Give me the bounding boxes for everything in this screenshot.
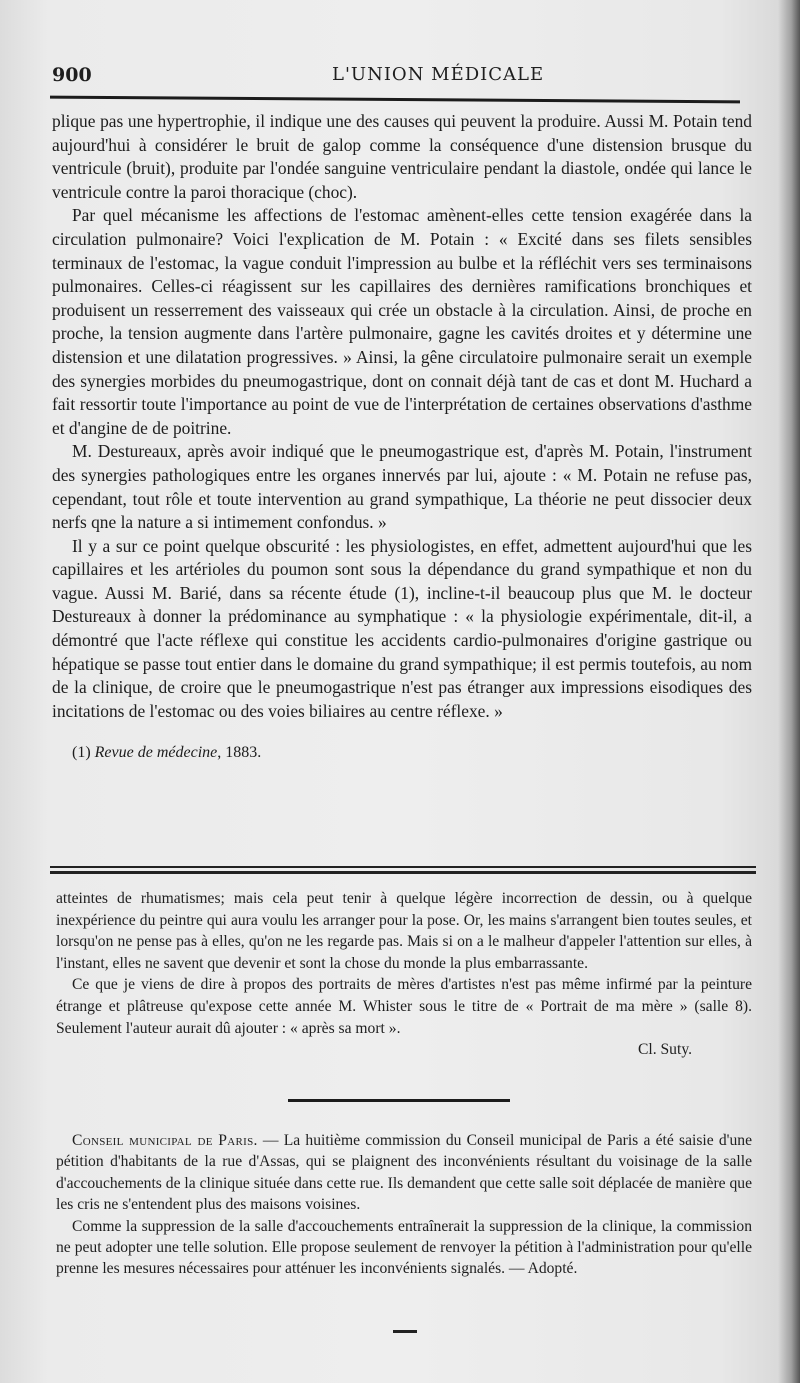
main-paragraph-4: Il y a sur ce point quelque obscurité : les physiologistes, en effet, admettent aujourd'hui que les capillaires et les artérioles du poumon sont sous la dépendance du grand sympathique et non du vague. Aussi M. Barié, dans sa récente étude (1), incline-t-il beaucoup plus que M. le docteur Destureaux à donner la prédominance au symphatique : « la physiologie expérimentale, dit-il, a démontré que l'acte réflexe qui constitue les accidents cardio-pulmonaires d'origine gastrique ou hépatique se passe tout entier dans le domaine du grand sympathique; il est permis toutefois, au nom de la clinique, de croire que le pneumogastrique n'est pas étranger aux impressions eisodiques des incitations de l'estomac ou des voies biliaires au centre réflexe. » [52,535,752,721]
author-signature: Cl. Suty. [637,1041,692,1059]
feuilleton-paragraph-1: atteintes de rhumatismes; mais cela peut tenir à quelque légère incorrection de dessin, ou à quelque inexpérience du peintre qui aura voulu les arranger pour la pose. Or, les mains s'arrangent bien toutes seules, et lorsqu'on ne pense pas à elles, qu'on ne les regarde pas. Mais si on a le malheur d'appeler l'attention sur elles, à l'instant, elles ne savent que devenir et sont la chose du monde la plus embarrassante. [56,890,752,972]
page-header [52,60,752,90]
footnote-year: , 1883. [217,744,262,762]
section-divider-bottom [50,871,756,874]
header-rule [50,96,740,104]
footnote-marker: (1) [72,744,91,762]
news-lead: Conseil municipal de Paris. [72,1132,258,1149]
news-item [56,1130,752,1280]
section-divider-top [50,866,756,868]
news-paragraph-2: Comme la suppression de la salle d'accouchements entraînerait la suppression de la clinique, la commission ne peut adopter une telle solution. Elle propose seulement de renvoyer la pétition à l'administration pour qu'elle prenne les mesures nécessaires pour atténuer les inconvénients signalés. — Adopté. [56,1217,752,1278]
main-paragraph-2: Par quel mécanisme les affections de l'estomac amènent-elles cette tension exagérée dans la circulation pulmonaire? Voici l'explication de M. Potain : « Excité dans ses filets sensibles terminaux de l'estomac, la vague conduit l'impression au bulbe et la réfléchit vers ses terminaisons pulmonaires. Celles-ci réagissent sur les capillaires des dernières ramifications bronchiques et produisent un resserrement des vaisseaux qui crée un obstacle à la circulation. Ainsi, de proche en proche, la tension augmente dans l'artère pulmonaire, gagne les cavités droites et y détermine une distension et une dilatation progressives. » Ainsi, la gêne circulatoire pulmonaire serait un exemple des synergies morbides du pneumogastrique, dont on connait déjà tant de cas et dont M. Huchard a fait ressortir toute l'importance au point de vue de l'interprétation de certaines observations d'asthme et d'angine de de poitrine. [52,205,752,438]
main-article [52,110,752,765]
end-dash [393,1330,417,1333]
footnote-journal: Revue de médecine [94,744,218,762]
short-separator [288,1099,510,1102]
news-paragraph-1 [56,1130,752,1216]
running-title: L'UNION MÉDICALE [332,64,545,85]
main-paragraph-3: M. Destureaux, après avoir indiqué que le pneumogastrique est, d'après M. Potain, l'instrument des synergies pathologiques entre les organes innervés par lui, ajoute : « M. Potain ne refuse pas, cependant, tout rôle et toute intervention au grand sympathique, La théorie ne peut dissocier deux nerfs qne la nature a si intimement confondus. » [52,441,752,533]
main-paragraph-1: plique pas une hypertrophie, il indique une des causes qui peuvent la produire. Aussi M. Potain tend aujourd'hui à considérer le bruit de galop comme la conséquence d'une distension brusque du ventricule (bruit), produite par l'ondée sanguine ventriculaire pendant la diastole, ondée qui lance le ventricule contre la paroi thoracique (choc). [52,111,752,202]
page-number: 900 [52,64,92,86]
news-paragraph-1-text: — La huitième commission du Conseil municipal de Paris a été saisie d'une pétition d'habitants de la rue d'Assas, qui se plaignent des inconvénients résultant du voisinage de la salle d'accouchements de la clinique située dans cette rue. Ils demandent que cette salle soit déplacée de manière que les cris ne s'entendent plus des maisons voisines. [56,1132,753,1214]
feuilleton-paragraph-2: Ce que je viens de dire à propos des portraits de mères d'artistes n'est pas même infirmé par la peinture étrange et plâtreuse qu'expose cette année M. Whister sous le titre de « Portrait de ma mère » (salle 8). Seulement l'auteur aurait dû ajouter : « après sa mort ». [56,976,752,1037]
footnote [52,741,752,765]
feuilleton-column [56,888,752,1061]
